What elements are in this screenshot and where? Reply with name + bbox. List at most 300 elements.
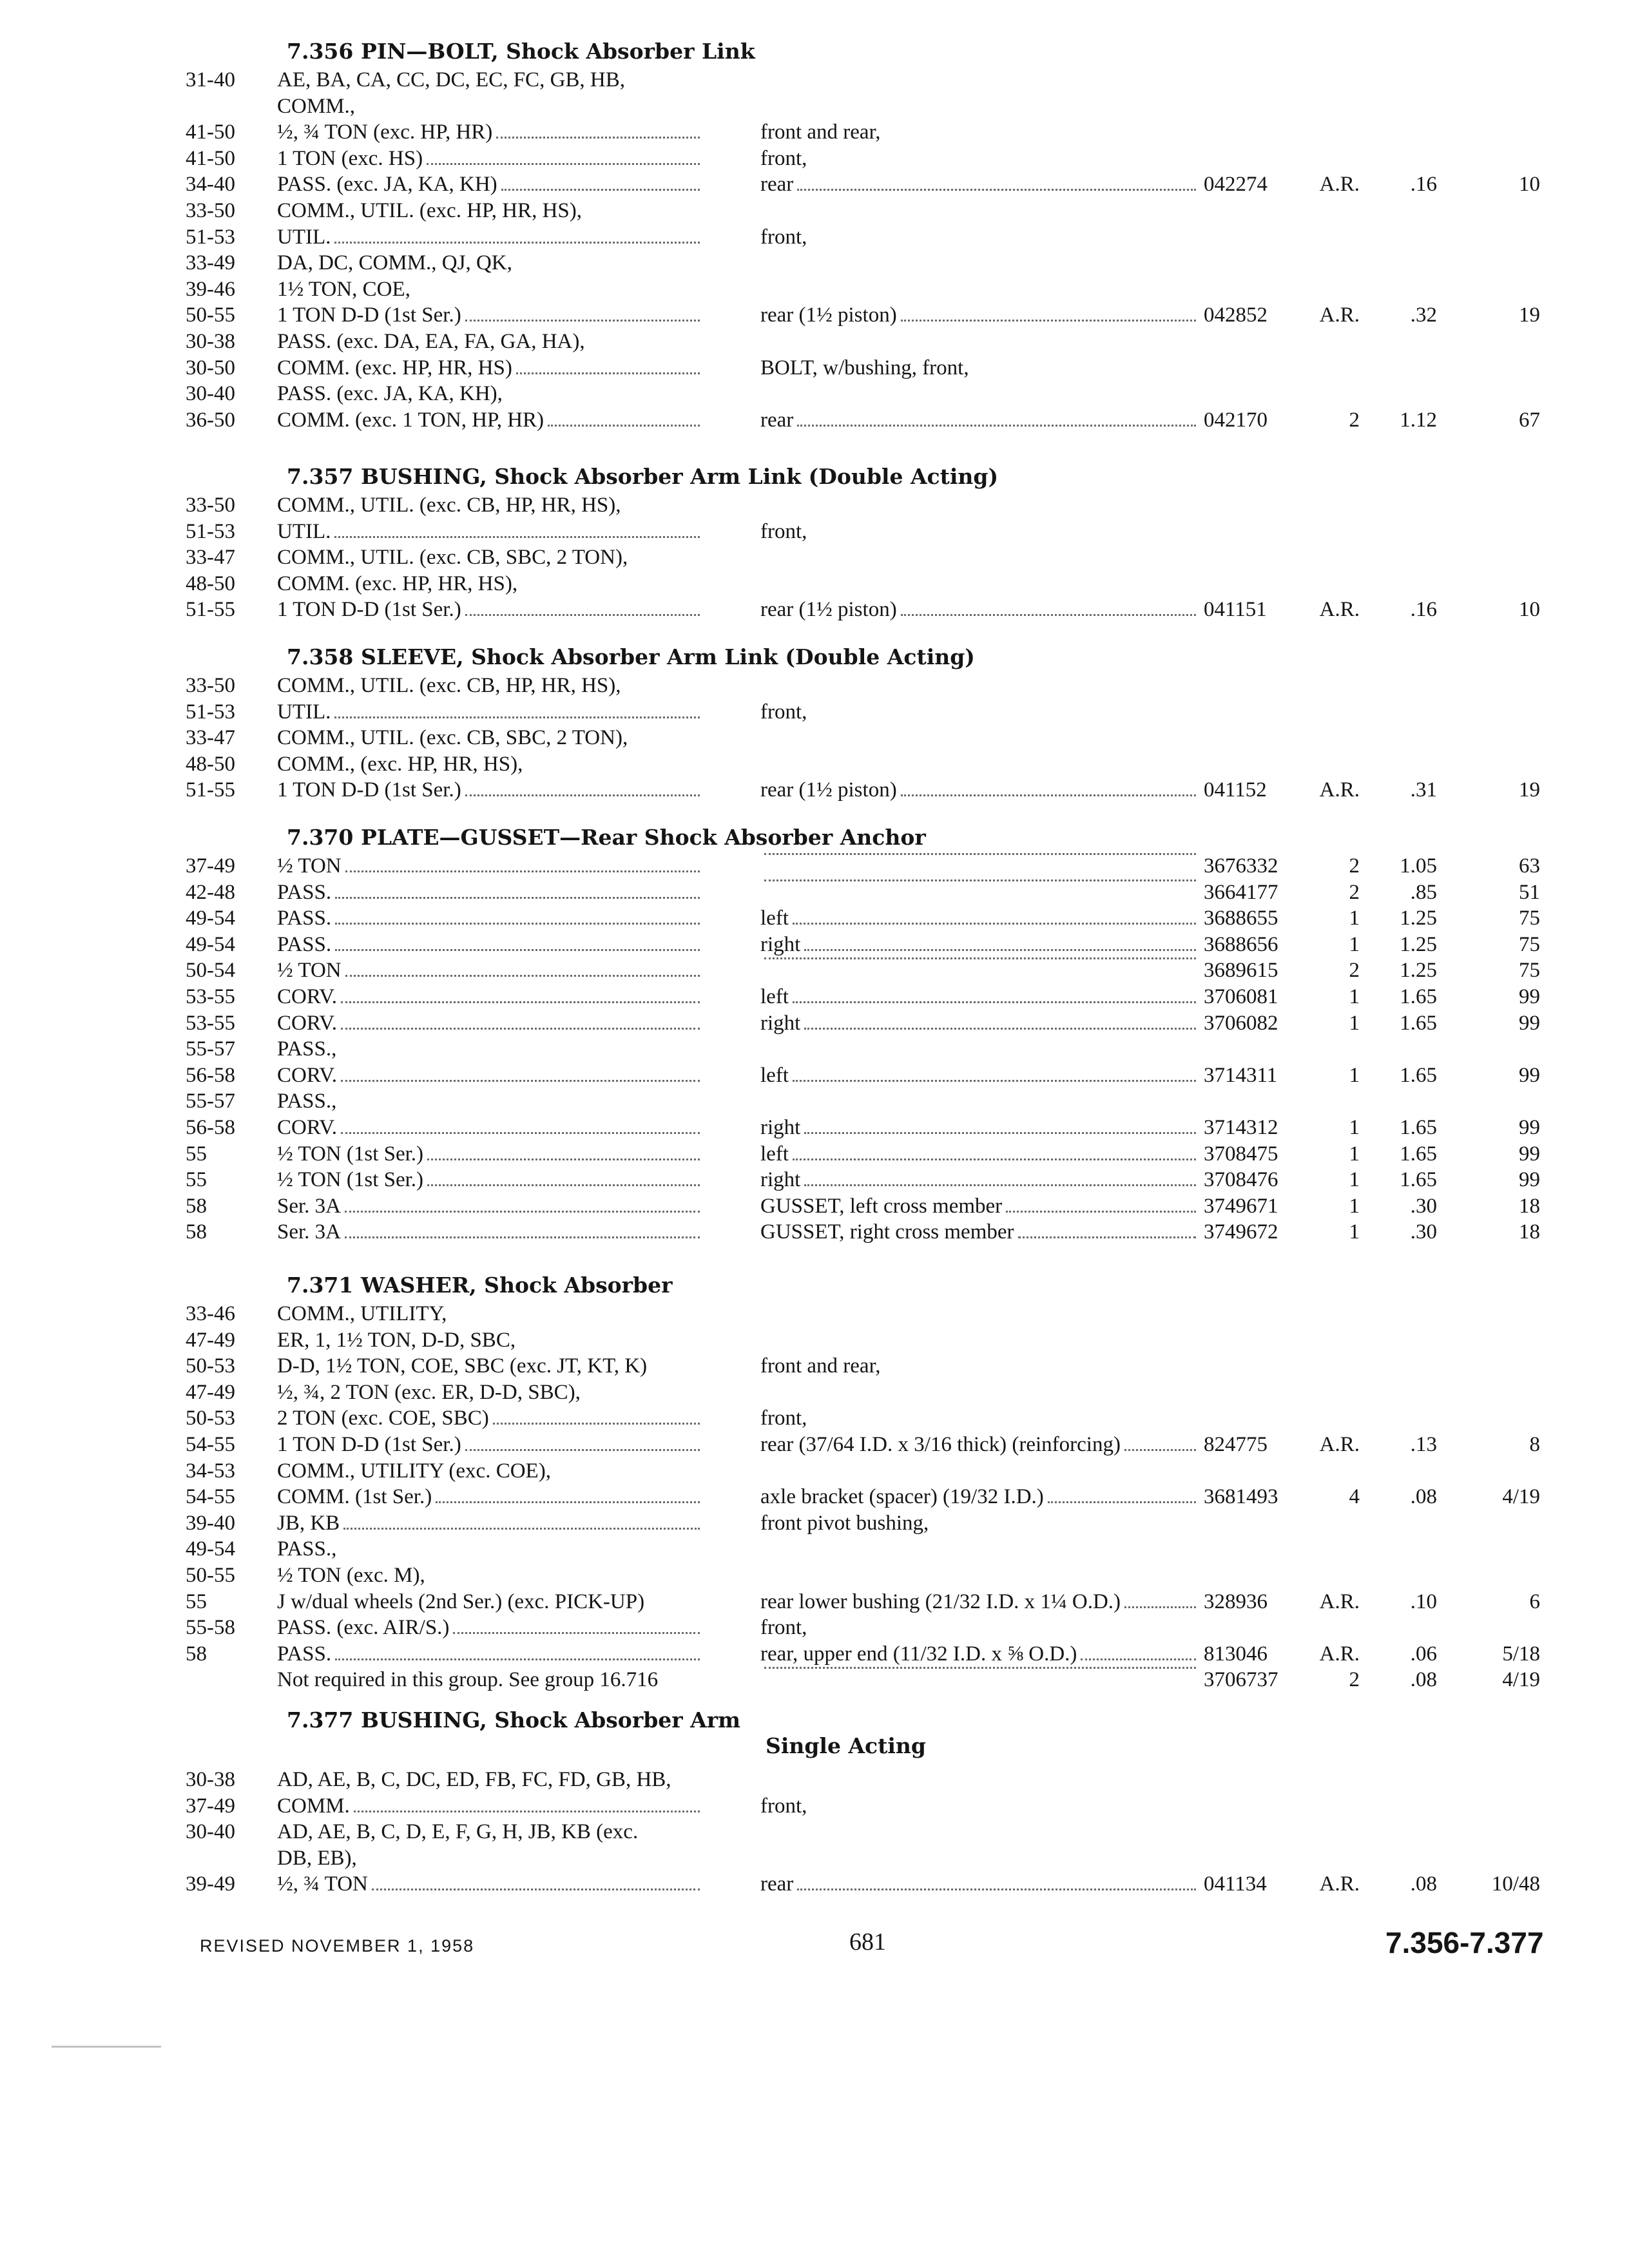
model-description [277,146,702,171]
dot-leader [793,1158,1196,1160]
part-number: 3706081 [1204,985,1278,1008]
price: 1.25 [1400,907,1437,930]
part-description [760,1432,1199,1457]
part-number: 3708476 [1204,1168,1278,1191]
dot-leader [797,189,1196,191]
model-description-text: UTIL. [277,226,331,249]
model-years: 33-47 [186,546,235,569]
model-years: 53-55 [186,985,235,1008]
dot-leader [465,1449,700,1451]
part-description [760,1010,1199,1036]
model-years: 47-49 [186,1381,235,1404]
model-description-text: COMM. (exc. HP, HR, HS) [277,356,512,380]
model-years: 51-55 [186,598,235,621]
model-description [277,302,702,328]
quantity: A.R. [1319,1590,1360,1613]
model-description-text: ½ TON [277,959,342,982]
dot-leader [764,853,1196,855]
dot-leader [496,137,700,139]
part-description [760,597,1199,622]
model-description: DA, DC, COMM., QJ, QK, [277,251,512,274]
part-description-text: GUSSET, left cross member [760,1195,1003,1218]
price: 1.65 [1400,1064,1437,1087]
model-description [277,1010,702,1036]
section-title: BUSHING, Shock Absorber Arm [361,1707,741,1733]
model-description [277,699,702,725]
model-description: 1½ TON, COE, [277,278,410,301]
model-description [277,853,702,879]
part-number: 042274 [1204,173,1268,196]
model-description [277,905,702,931]
model-description: AE, BA, CA, CC, DC, EC, FC, GB, HB, [277,68,626,91]
quantity: 1 [1349,1064,1360,1087]
part-description [760,171,1199,197]
model-description-text: CORV. [277,1064,338,1087]
model-years: 34-40 [186,173,235,196]
model-years: 33-49 [186,251,235,274]
model-description: COMM., (exc. HP, HR, HS), [277,753,523,776]
model-years: 39-46 [186,278,235,301]
model-description: ER, 1, 1½ TON, D-D, SBC, [277,1329,516,1352]
model-description [277,519,702,544]
model-description [277,1641,702,1667]
model-description-text: ½, ¾ TON [277,1872,368,1896]
price-code: 99 [1519,1168,1540,1191]
part-description [760,1641,1199,1667]
part-description: front, [760,1794,807,1818]
price-code: 10 [1519,598,1540,621]
part-description-text: axle bracket (spacer) (19/32 I.D.) [760,1485,1044,1508]
dot-leader [793,1080,1196,1082]
dot-leader [345,1211,700,1213]
price: 1.65 [1400,1116,1437,1139]
model-description: COMM., UTIL. (exc. CB, HP, HR, HS), [277,674,621,697]
dot-leader [345,870,700,872]
part-number: 041151 [1204,598,1267,621]
model-description-text: 1 TON D-D (1st Ser.) [277,1433,461,1456]
model-years: 49-54 [186,907,235,930]
dot-leader [1018,1236,1196,1238]
part-description-text: right [760,1012,801,1035]
model-description-text: PASS. (exc. JA, KA, KH) [277,173,497,196]
part-description [760,853,1199,879]
dot-leader [341,1080,700,1082]
model-description [277,1615,702,1640]
dot-leader [372,1888,700,1890]
model-years: 33-50 [186,199,235,222]
model-years: 37-49 [186,854,235,878]
dot-leader [516,372,700,374]
quantity: A.R. [1319,778,1360,802]
model-description-text: UTIL. [277,700,331,724]
part-number: 3688656 [1204,933,1278,956]
quantity: 1 [1349,907,1360,930]
model-years: 51-55 [186,778,235,802]
model-years: 30-50 [186,356,235,380]
part-description [760,879,1199,905]
model-years: 47-49 [186,1329,235,1352]
price: .10 [1410,1590,1437,1613]
section-title: BUSHING, Shock Absorber Arm Link (Double Acting) [361,464,999,489]
model-description [277,1193,702,1219]
quantity: 1 [1349,1142,1360,1166]
model-description-text: ½ TON [277,854,342,878]
model-years: 33-50 [186,494,235,517]
price-code: 4/19 [1502,1485,1540,1508]
part-description: front, [760,1407,807,1430]
dot-leader [334,536,700,538]
model-description [277,1405,702,1431]
model-years: 33-47 [186,726,235,749]
part-description: front pivot bushing, [760,1512,929,1535]
model-description: DB, EB), [277,1847,357,1870]
model-years: 30-40 [186,1820,235,1843]
part-description-text: rear (37/64 I.D. x 3/16 thick) (reinforcing) [760,1433,1121,1456]
quantity: A.R. [1319,173,1360,196]
model-years: 42-48 [186,881,235,904]
price: 1.65 [1400,985,1437,1008]
part-description-text: left [760,1064,789,1087]
part-description-text: rear (1½ piston) [760,778,897,802]
dot-leader [465,794,700,796]
model-years: 54-55 [186,1433,235,1456]
dot-leader [345,975,700,977]
part-description [760,932,1199,957]
part-description-text: rear [760,408,794,432]
part-description-text: rear, upper end (11/32 I.D. x ⅝ O.D.) [760,1642,1077,1666]
model-years: 30-38 [186,1768,235,1791]
model-description [277,1219,702,1245]
part-number: 3714312 [1204,1116,1278,1139]
model-years: 54-55 [186,1485,235,1508]
dot-leader [1048,1501,1196,1503]
model-description [277,1115,702,1140]
model-description [277,355,702,381]
section-number: 7.370 [287,825,354,850]
dot-leader [427,163,700,165]
quantity: A.R. [1319,1642,1360,1666]
dot-leader [341,1132,700,1134]
model-years: 50-53 [186,1354,235,1378]
dot-leader [1006,1211,1196,1213]
part-description-text: GUSSET, right cross member [760,1220,1014,1244]
dot-leader [335,923,700,925]
price-code: 75 [1519,933,1540,956]
price: 1.25 [1400,959,1437,982]
part-number: 3749672 [1204,1220,1278,1244]
model-description [277,171,702,197]
model-description [277,1062,702,1088]
part-number: 3714311 [1204,1064,1278,1087]
price: 1.65 [1400,1142,1437,1166]
part-description: front, [760,1616,807,1639]
price: 1.25 [1400,933,1437,956]
part-description: front and rear, [760,1354,881,1378]
model-description: PASS., [277,1037,337,1061]
price: 1.65 [1400,1012,1437,1035]
model-description-text: PASS. [277,933,332,956]
part-description: front, [760,700,807,724]
part-description [760,302,1199,328]
model-description: AD, AE, B, C, DC, ED, FB, FC, FD, GB, HB, [277,1768,671,1791]
model-description-text: COMM. (1st Ser.) [277,1485,432,1508]
model-description-text: UTIL. [277,520,331,543]
part-description [760,1667,1199,1693]
dot-leader [335,949,700,951]
model-description [277,1871,702,1897]
footer-section-range: 7.356-7.377 [1385,1926,1544,1959]
part-description [760,1062,1199,1088]
dot-leader [1081,1658,1196,1660]
model-description-text: 2 TON (exc. COE, SBC) [277,1407,489,1430]
price: 1.12 [1400,408,1437,432]
model-description [277,224,702,250]
price: .32 [1410,303,1437,327]
model-years: 41-50 [186,147,235,170]
part-description [760,407,1199,433]
part-description-text: rear (1½ piston) [760,303,897,327]
price: .85 [1410,881,1437,904]
model-years: 30-38 [186,330,235,353]
model-years: 33-50 [186,674,235,697]
model-description [277,932,702,957]
part-description-text: left [760,1142,789,1166]
model-description: COMM., [277,95,356,118]
model-description-text: COMM. [277,1794,350,1818]
part-description-text: right [760,933,801,956]
quantity: 2 [1349,959,1360,982]
quantity: 2 [1349,881,1360,904]
model-description [277,1484,702,1510]
dot-leader [804,949,1196,951]
dot-leader [427,1158,700,1160]
part-description [760,1167,1199,1193]
price-code: 5/18 [1502,1642,1540,1666]
model-description: COMM., UTIL. (exc. CB, SBC, 2 TON), [277,546,628,569]
model-description-text: COMM. (exc. 1 TON, HP, HR) [277,408,545,432]
section-subtitle: Single Acting [766,1733,926,1758]
dot-leader [334,716,700,718]
price: .30 [1410,1195,1437,1218]
model-description [277,1793,702,1819]
price-code: 99 [1519,1142,1540,1166]
model-description-text: PASS. (exc. AIR/S.) [277,1616,450,1639]
quantity: 1 [1349,1116,1360,1139]
dot-leader [354,1811,700,1812]
model-description [277,407,702,433]
model-description: J w/dual wheels (2nd Ser.) (exc. PICK-UP) [277,1590,645,1613]
model-years: 58 [186,1220,207,1244]
quantity: 1 [1349,1195,1360,1218]
quantity: 1 [1349,933,1360,956]
model-description: COMM., UTILITY (exc. COE), [277,1459,551,1483]
price-code: 67 [1519,408,1540,432]
part-description-text: rear (1½ piston) [760,598,897,621]
model-description [277,1432,702,1457]
part-number: 041152 [1204,778,1267,802]
dot-leader [797,425,1196,427]
price-code: 6 [1529,1590,1540,1613]
model-description-text: Ser. 3A [277,1195,341,1218]
model-years: 50-55 [186,1564,235,1587]
dot-leader [335,897,700,899]
model-description [277,984,702,1010]
section-title: PLATE—GUSSET—Rear Shock Absorber Anchor [361,825,926,850]
model-years: 58 [186,1642,207,1666]
price-code: 99 [1519,1116,1540,1139]
part-number: 042170 [1204,408,1268,432]
model-description-text: 1 TON D-D (1st Ser.) [277,303,461,327]
part-number: 3689615 [1204,959,1278,982]
footer-page-number: 681 [849,1928,886,1956]
part-number: 3688655 [1204,907,1278,930]
part-number: 042852 [1204,303,1268,327]
dot-leader [493,1423,700,1425]
dot-leader [465,320,700,322]
model-description-text: CORV. [277,985,338,1008]
part-description: front and rear, [760,120,881,144]
model-description: ½ TON (exc. M), [277,1564,425,1587]
model-description-text: Ser. 3A [277,1220,341,1244]
dot-leader [465,614,700,616]
price-code: 18 [1519,1195,1540,1218]
section-number: 7.371 [287,1273,354,1298]
part-description [760,984,1199,1010]
part-description: front, [760,520,807,543]
section-title: WASHER, Shock Absorber [361,1273,673,1298]
part-description [760,1219,1199,1245]
price-code: 8 [1529,1433,1540,1456]
model-years: 51-53 [186,700,235,724]
dot-leader [901,614,1196,616]
model-years: 39-49 [186,1872,235,1896]
dot-leader [334,242,700,244]
price-code: 10/48 [1491,1872,1540,1896]
part-description-text: right [760,1116,801,1139]
model-years: 50-54 [186,959,235,982]
section-title: SLEEVE, Shock Absorber Arm Link (Double Acting) [361,644,975,669]
dot-leader [345,1236,700,1238]
part-number: 3664177 [1204,881,1278,904]
part-description [760,957,1199,983]
part-description: front, [760,226,807,249]
dot-leader [1124,1449,1196,1451]
model-description-text: 1 TON D-D (1st Ser.) [277,778,461,802]
part-description [760,1589,1199,1615]
price: .31 [1410,778,1437,802]
model-description: COMM., UTIL. (exc. CB, SBC, 2 TON), [277,726,628,749]
price-code: 99 [1519,1012,1540,1035]
price-code: 10 [1519,173,1540,196]
part-number: 3681493 [1204,1485,1278,1508]
model-description: COMM., UTIL. (exc. HP, HR, HS), [277,199,582,222]
part-description-text: right [760,1168,801,1191]
model-description: COMM., UTIL. (exc. CB, HP, HR, HS), [277,494,621,517]
model-description [277,1167,702,1193]
section-number: 7.357 [287,464,354,489]
part-description-text: rear [760,173,794,196]
model-description: PASS., [277,1537,337,1561]
model-description: D-D, 1½ TON, COE, SBC (exc. JT, KT, K) [277,1354,648,1378]
model-description: ½, ¾, 2 TON (exc. ER, D-D, SBC), [277,1381,581,1404]
part-number: 813046 [1204,1642,1268,1666]
dot-leader [343,1528,700,1530]
dot-leader [764,879,1196,881]
quantity: 1 [1349,1220,1360,1244]
quantity: A.R. [1319,1433,1360,1456]
dot-leader [797,1888,1196,1890]
model-description: PASS. (exc. DA, EA, FA, GA, HA), [277,330,585,353]
price: .16 [1410,598,1437,621]
part-number: 3749671 [1204,1195,1278,1218]
model-years: 55 [186,1142,207,1166]
price-code: 18 [1519,1220,1540,1244]
part-description [760,1193,1199,1219]
model-years: 48-50 [186,753,235,776]
model-years: 37-49 [186,1794,235,1818]
dot-leader [804,1184,1196,1186]
model-years: 41-50 [186,120,235,144]
model-years: 31-40 [186,68,235,91]
model-description-text: ½ TON (1st Ser.) [277,1142,424,1166]
price: .08 [1410,1668,1437,1691]
model-years: 55-58 [186,1616,235,1639]
quantity: 4 [1349,1485,1360,1508]
section-title: PIN—BOLT, Shock Absorber Link [361,39,755,64]
price: .08 [1410,1872,1437,1896]
footer-revised-date: REVISED NOVEMBER 1, 1958 [200,1936,475,1956]
model-years: 50-55 [186,303,235,327]
model-description: COMM. (exc. HP, HR, HS), [277,572,518,595]
quantity: A.R. [1319,1872,1360,1896]
quantity: 2 [1349,408,1360,432]
price-code: 4/19 [1502,1668,1540,1691]
model-years: 49-54 [186,1537,235,1561]
model-years: 53-55 [186,1012,235,1035]
dot-leader [901,320,1196,322]
price: .16 [1410,173,1437,196]
price-code: 75 [1519,959,1540,982]
model-description: Not required in this group. See group 16.716 [277,1668,659,1691]
part-description-text: left [760,907,789,930]
price-code: 63 [1519,854,1540,878]
price: .08 [1410,1485,1437,1508]
model-years: 39-40 [186,1512,235,1535]
model-description-text: CORV. [277,1116,338,1139]
part-number: 3708475 [1204,1142,1278,1166]
model-years: 55-57 [186,1090,235,1113]
quantity: A.R. [1319,303,1360,327]
model-years: 50-53 [186,1407,235,1430]
dot-leader [548,425,700,427]
price-code: 99 [1519,985,1540,1008]
quantity: 1 [1349,985,1360,1008]
model-years: 49-54 [186,933,235,956]
part-number: 3676332 [1204,854,1278,878]
part-description [760,1871,1199,1897]
part-number: 328936 [1204,1590,1268,1613]
dot-leader [335,1658,700,1660]
model-description [277,957,702,983]
quantity: 1 [1349,1168,1360,1191]
price: .30 [1410,1220,1437,1244]
section-number: 7.377 [287,1707,354,1733]
part-number: 3706737 [1204,1668,1278,1691]
part-description-text: left [760,985,789,1008]
dot-leader [341,1028,700,1030]
part-description [760,777,1199,803]
part-description [760,905,1199,931]
